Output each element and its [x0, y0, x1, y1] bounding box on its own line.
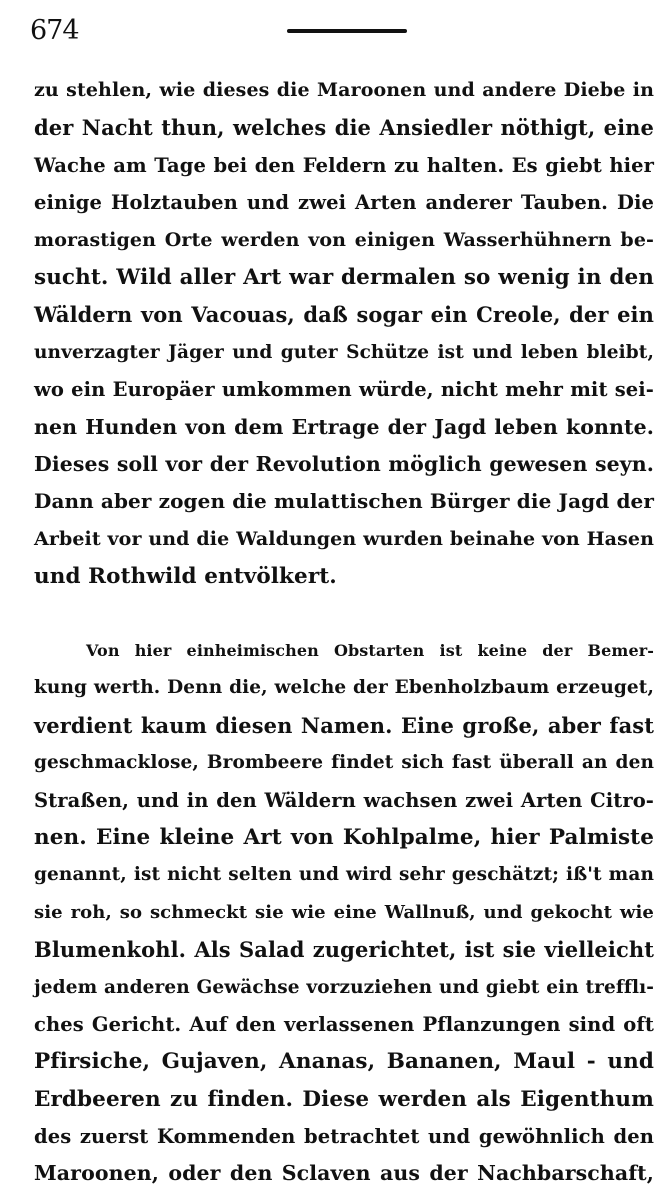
paragraph-2	[34, 632, 654, 1193]
page-header	[30, 12, 650, 52]
text-line: nen Hunden von dem Ertrage der Jagd leben konnte.	[34, 414, 654, 439]
text-line: zu stehlen, wie dieses die Maroonen und andere Diebe in	[34, 79, 654, 101]
text-line: Von hier einheimischen Obstarten ist keine der Bemer-	[86, 641, 654, 660]
text-line: Straßen, und in den Wäldern wachsen zwei Arten Citro-	[34, 788, 654, 812]
text-line: Erdbeeren zu finden. Diese werden als Eigenthum	[34, 1086, 654, 1112]
text-line: jedem anderen Gewächse vorzuziehen und giebt ein trefflı-	[34, 976, 654, 998]
text-line: ches Gericht. Auf den verlassenen Pflanzungen sind oft	[34, 1012, 654, 1036]
text-line: sie roh, so schmeckt sie wie eine Wallnuß, und gekocht wie	[34, 901, 654, 923]
text-line: Dieses soll vor der Revolution möglich gewesen seyn.	[34, 451, 654, 476]
text-line: Blumenkohl. Als Salad zugerichtet, ist sie vielleicht	[34, 937, 654, 963]
text-line: genannt, ist nicht selten und wird sehr geschätzt; iß't man	[34, 864, 654, 886]
text-line: Dann aber zogen die mulattischen Bürger die Jagd der	[34, 489, 654, 514]
text-line: des zuerst Kommenden betrachtet und gewöhnlich den	[34, 1125, 654, 1149]
text-line: Wäldern von Vacouas, daß sogar ein Creole, der ein	[34, 302, 654, 328]
text-line: sucht. Wild aller Art war dermalen so wenig in den	[34, 264, 654, 290]
header-rule	[287, 29, 407, 33]
text-line: Wache am Tage bei den Feldern zu halten. Es giebt hier	[34, 153, 654, 177]
text-line: geschmacklose, Brombeere findet sich fast überall an den	[34, 752, 654, 774]
text-line: unverzagter Jäger und guter Schütze ist und leben bleibt,	[34, 341, 654, 363]
text-line: der Nacht thun, welches die Ansiedler nöthigt, eine	[34, 115, 654, 141]
page-number: 674	[30, 15, 79, 46]
paragraph-1	[34, 72, 654, 595]
text-line: und Rothwild entvölkert.	[34, 564, 337, 590]
text-line: morastigen Orte werden von einigen Wasserhühnern be-	[34, 228, 654, 251]
text-line: Arbeit vor und die Waldungen wurden beinahe von Hasen	[34, 527, 654, 550]
text-line: wo ein Europäer umkommen würde, nicht mehr mit sei-	[34, 378, 654, 402]
text-line: einige Holztauben und zwei Arten anderer Tauben. Die	[34, 191, 654, 215]
text-line: Maroonen, oder den Sclaven aus der Nachbarschaft,	[34, 1161, 654, 1186]
text-line: Pfirsiche, Gujaven, Ananas, Bananen, Maul - und	[34, 1049, 654, 1075]
text-line: kung werth. Denn die, welche der Ebenholzbaum erzeuget,	[34, 677, 654, 699]
text-line: nen. Eine kleine Art von Kohlpalme, hier Palmiste	[34, 824, 654, 850]
text-line: verdient kaum diesen Namen. Eine große, aber fast	[34, 712, 654, 738]
